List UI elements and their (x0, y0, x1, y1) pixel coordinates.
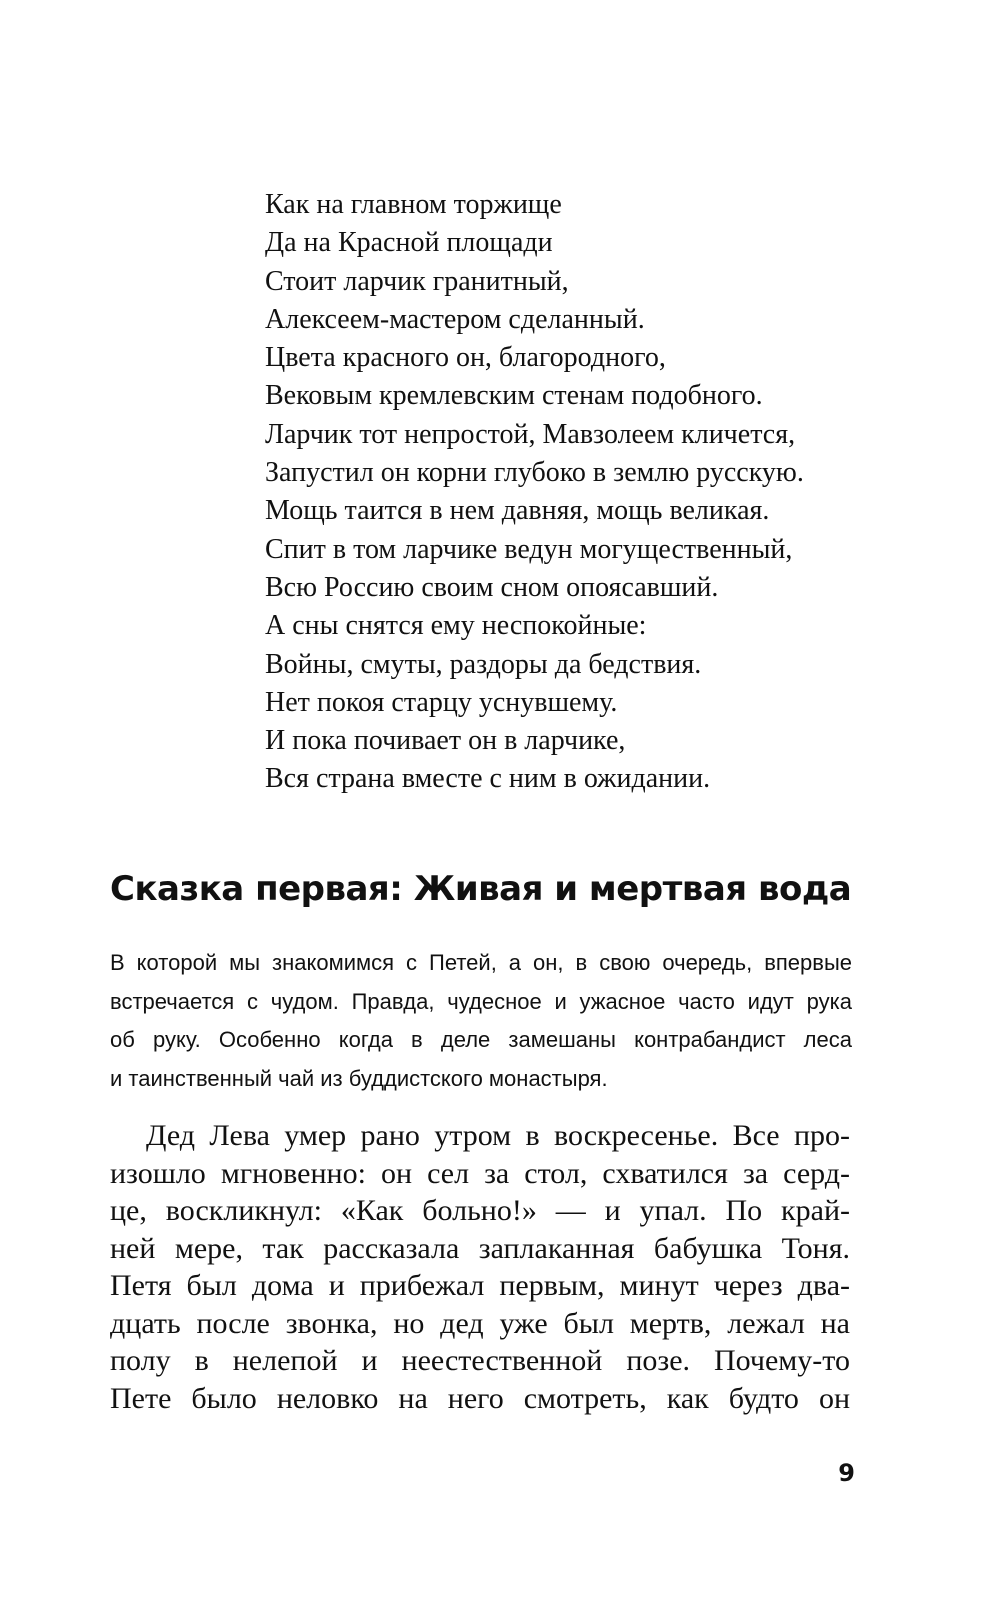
chapter-summary (110, 944, 852, 1098)
poem-line: Как на главном торжище (265, 189, 562, 220)
poem-line: Вековым кремлевским стенам подобного. (265, 380, 763, 412)
poem-line: Всю Россию своим сном опоясавший. (265, 571, 719, 603)
page-number: 9 (838, 1459, 855, 1487)
poem-line: Нет покоя старцу уснувшему. (265, 686, 618, 718)
poem-line: Вся страна вместе с ним в ожидании. (265, 763, 711, 795)
epigraph-poem (265, 186, 965, 799)
body-line: Пете было неловко на него смотреть, как будто он (110, 1381, 850, 1415)
body-line: Петя был дома и прибежал первым, минут через два- (110, 1269, 850, 1302)
body-line: дцать после звонка, но дед уже был мертв, лежал на (110, 1306, 850, 1340)
poem-line: Спит в том ларчике ведун могущественный, (265, 533, 793, 565)
poem-line: Цвета красного он, благородного, (265, 342, 666, 374)
body-line: це, воскликнул: «Как больно!» — и упал. По край- (110, 1194, 850, 1227)
poem-line: А сны снятся ему неспокойные: (265, 610, 647, 642)
poem-line: Мощь таится в нем давняя, мощь великая. (265, 495, 770, 527)
summary-line: встречается с чудом. Правда, чудесное и ужасное часто идут рука (110, 988, 852, 1014)
poem-line: И пока почивает он в ларчике, (265, 725, 626, 757)
poem-line: Стоит ларчик гранитный, (265, 265, 569, 297)
poem-line: Алексеем-мастером сделанный. (265, 303, 645, 335)
body-line: ней мере, так рассказала заплаканная бабушка Тоня. (110, 1231, 850, 1265)
summary-line: и таинственный чай из буддистского монастыря. (110, 1065, 608, 1091)
poem-line: Да на Красной площади (265, 227, 553, 259)
body-line: полу в нелепой и неестественной позе. Почему-то (110, 1344, 850, 1377)
poem-line: Запустил он корни глубоко в землю русскую. (265, 457, 804, 489)
poem-line: Войны, смуты, раздоры да бедствия. (265, 648, 702, 680)
poem-line: Ларчик тот непростой, Мавзолеем кличется, (265, 418, 796, 450)
chapter-body (110, 1117, 850, 1417)
summary-line: об руку. Особенно когда в деле замешаны контрабандист леса (110, 1027, 852, 1052)
chapter-title: Сказка первая: Живая и мертвая вода (110, 869, 852, 909)
body-line: Дед Лева умер рано утром в воскресенье. Все про- (146, 1119, 850, 1152)
summary-line: В которой мы знакомимся с Петей, а он, в свою очередь, впервые (110, 950, 852, 975)
body-line: изошло мгновенно: он сел за стол, схватился за серд- (110, 1156, 850, 1190)
